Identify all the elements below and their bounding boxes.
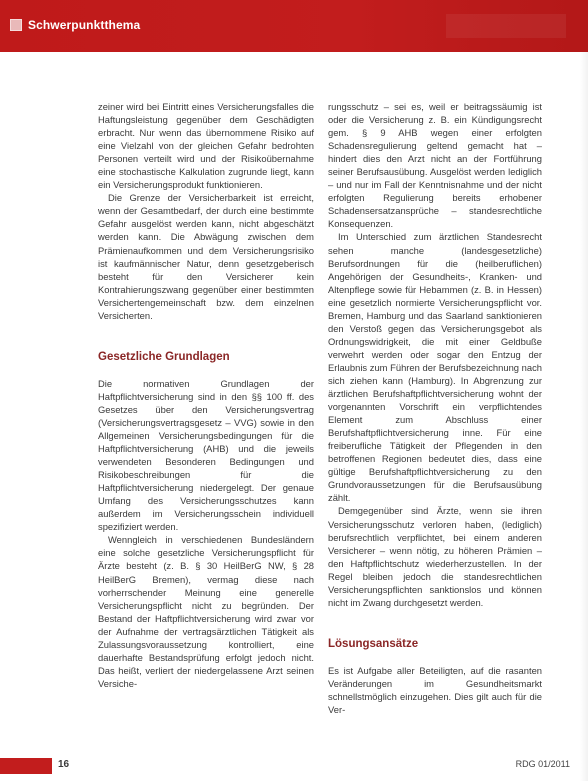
body-paragraph: Im Unterschied zum ärztlichen Standesrecht sehen manche (landesgesetzliche) Berufsordnungen für die (heilberuflichen) Angehörigen der Gesundheits-, Kranken- und Altenpflege sowie für Hebammen (z. B. in Hessen) eine gesetzlich normierte Versicherungspflicht vor. Bremen, Hamburg und das Saarland sanktionieren den Verstoß gegen das Versicherungsgebot als Ordnungswidrigkeit, die mit einer Geldbuße verwehrt werden oder sogar den Entzug der Erlaubnis zum Führen der Berufsbezeichnung nach sich ziehen kann (Hamburg). In Abgrenzung zur ärztlichen Berufshaftpflichtversicherung wohnt der vorgenannten Vorschrift ein verpflichtendes Element zum Abschluss einer Berufshaftpflichtversicherung inne. Für eine freiberufliche Tätigkeit der Pflegenden in den betroffenen Regionen bedeutet dies, dass eine gültige Berufshaftpflichtversicherung zu den Grundvoraussetzungen für die Berufsausübung zählt. [328, 231, 542, 504]
body-paragraph: Wenngleich in verschiedenen Bundesländern eine solche gesetzliche Versicherungspflicht für Ärzte besteht (z. B. § 30 HeilBerG NW, § 28 HeilBerG Bremen), vermag diese nach vorherrschender Meinung eine generelle Versicherungspflicht nicht zu begründen. Der Bestand der Haftpflichtversicherung wird zwar vor der Aufnahme der vertragsärztlichen Tätigkeit als Zulassungsvoraussetzung kontrolliert, eine dauerhafte Bestandsprüfung erfolgt jedoch nicht. Das heißt, verliert der niedergelassene Arzt seinen Versiche- [98, 534, 314, 689]
section-square-icon [10, 19, 22, 31]
body-paragraph: Es ist Aufgabe aller Beteiligten, auf die rasanten Veränderungen im Gesundheitsmarkt schnellstmöglich einzugehen. Dies gilt auch für die Ver- [328, 664, 542, 715]
section-tag [0, 14, 140, 36]
section-heading: Gesetzliche Grundlagen [98, 350, 230, 363]
left-column [98, 100, 314, 690]
body-paragraph: Die normativen Grundlagen der Haftpflichtversicherung sind in den §§ 100 ff. des Gesetzes über den Versicherungsvertrag (Versicherungsvertragsgesetz – VVG) sowie in den Allgemeinen Versicherungsbedingungen für die Haftpflichtversicherung (AHB) und die jeweils verwendeten Besonderen Bedingungen und Risikobeschreibungen für die Haftpflichtversicherung niedergelegt. Der genaue Umfang des Versicherungsschutzes kann außerdem im Versicherungsschein individuell spezifiziert werden. [98, 377, 314, 533]
right-column [328, 100, 542, 716]
header-decoration [446, 14, 566, 38]
section-header-bar [0, 0, 588, 52]
footer-bar [0, 758, 52, 774]
section-label: Schwerpunktthema [28, 18, 141, 32]
issue-label: RDG 01/2011 [515, 759, 570, 769]
page-number: 16 [58, 759, 70, 770]
section-heading: Lösungsansätze [328, 637, 419, 650]
body-paragraph: rungsschutz – sei es, weil er beitragssäumig ist oder die Versicherung z. B. ein Kündigungsrecht gem. § 9 AHB wegen einer erfolgten Schadensregulierung geltend gemacht hat – hindert dies den Arzt nicht an der Fortführung seiner Berufsausübung. Ausgelöst werden lediglich – und nur im Fall der Kenntnisnahme und der nicht erfolgten Regulierung bereits erhobener Schadensersatzansprüche – standesrechtliche Konsequenzen. [328, 101, 542, 230]
body-paragraph: Die Grenze der Versicherbarkeit ist erreicht, wenn der Gesamtbedarf, der durch eine bestimmte Gefahr ausgelöst werden kann, nicht abgeschätzt werden kann. Die Abwägung zwischen dem Prämienaufkommen und dem Versicherungsrisiko ist kaufmännischer Natur, denn gesetzgeberisch besteht für den Versicherer kein Kontrahierungszwang gegenüber einer bestimmten Versichertengemeinschaft bzw. dem einzelnen Versicherten. [98, 192, 314, 321]
body-paragraph: Demgegenüber sind Ärzte, wenn sie ihren Versicherungsschutz verloren haben, (lediglich) berufsrechtlich verpflichtet, bei einem anderen Versicherer – wenn nötig, zu höheren Prämien – den Haftpflichtschutz wiederherzustellen. In der Regel bleiben jedoch die standesrechtlichen Versicherungspflichten sanktionslos und können nicht im Zwang durchgesetzt werden. [328, 505, 542, 608]
page-edge-shadow [580, 52, 588, 781]
body-paragraph: zeiner wird bei Eintritt eines Versicherungsfalles die Haftungsleistung gegenüber dem Geschädigten erbracht. Nur wenn das übernommene Risiko auf eine Vielzahl von der gleichen Gefahr bedrohten Personen verteilt wird und der Risikoübernahme eine stochastische Kalkulation zugrunde liegt, kann ein Versicherungsprodukt funktionieren. [98, 101, 314, 191]
